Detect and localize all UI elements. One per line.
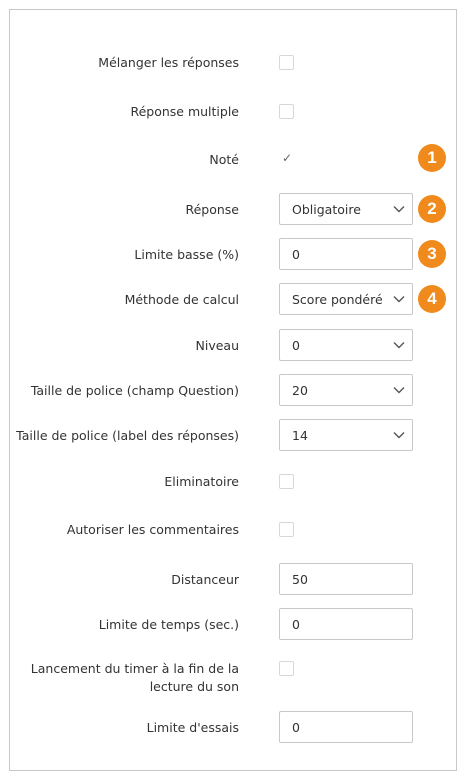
level-select[interactable] — [279, 329, 413, 361]
lower-limit-label: Limite basse (%) — [134, 247, 239, 262]
timer-start-label-line2: lecture du son — [149, 679, 239, 694]
graded-checkbox[interactable] — [279, 152, 294, 167]
eliminatory-label: Eliminatoire — [164, 474, 239, 489]
callout-badge-2: 2 — [418, 195, 446, 223]
attempts-limit-value: 0 — [292, 720, 300, 735]
level-select-value: 0 — [292, 338, 300, 353]
lower-limit-value: 0 — [292, 247, 300, 262]
distractor-value: 50 — [292, 572, 308, 587]
distractor-input[interactable] — [279, 563, 413, 595]
checkmark-icon: ✓ — [282, 151, 293, 165]
timer-start-label-line1: Lancement du timer à la fin de la — [30, 661, 239, 676]
chevron-down-icon — [392, 338, 406, 352]
chevron-down-icon — [392, 202, 406, 216]
shuffle-answers-checkbox[interactable] — [279, 55, 294, 70]
graded-label: Noté — [209, 152, 239, 167]
answer-select[interactable] — [279, 193, 413, 225]
question-font-size-label: Taille de police (champ Question) — [30, 383, 239, 398]
multiple-answer-label: Réponse multiple — [130, 104, 239, 119]
callout-badge-3: 3 — [418, 240, 446, 268]
attempts-limit-input[interactable] — [279, 711, 413, 743]
chevron-down-icon — [392, 428, 406, 442]
attempts-limit-label: Limite d'essais — [146, 720, 239, 735]
question-font-size-select[interactable] — [279, 374, 413, 406]
allow-comments-label: Autoriser les commentaires — [66, 522, 239, 537]
timer-start-checkbox[interactable] — [279, 661, 294, 676]
calc-method-select-value: Score pondéré — [292, 292, 383, 307]
multiple-answer-checkbox[interactable] — [279, 104, 294, 119]
answer-font-size-select[interactable] — [279, 419, 413, 451]
level-label: Niveau — [195, 338, 239, 353]
time-limit-value: 0 — [292, 617, 300, 632]
chevron-down-icon — [392, 383, 406, 397]
calc-method-select[interactable] — [279, 283, 413, 315]
lower-limit-input[interactable] — [279, 238, 413, 270]
answer-label: Réponse — [185, 202, 239, 217]
calc-method-label: Méthode de calcul — [124, 292, 239, 307]
answer-select-value: Obligatoire — [292, 202, 361, 217]
question-settings-panel — [9, 9, 457, 771]
eliminatory-checkbox[interactable] — [279, 474, 294, 489]
answer-font-size-label: Taille de police (label des réponses) — [16, 428, 239, 443]
allow-comments-checkbox[interactable] — [279, 522, 294, 537]
distractor-label: Distanceur — [171, 572, 239, 587]
question-font-size-value: 20 — [292, 383, 308, 398]
callout-badge-1: 1 — [418, 144, 446, 172]
callout-badge-4: 4 — [418, 285, 446, 313]
answer-font-size-value: 14 — [292, 428, 308, 443]
time-limit-input[interactable] — [279, 608, 413, 640]
time-limit-label: Limite de temps (sec.) — [98, 617, 239, 632]
shuffle-answers-label: Mélanger les réponses — [98, 55, 239, 70]
chevron-down-icon — [392, 292, 406, 306]
